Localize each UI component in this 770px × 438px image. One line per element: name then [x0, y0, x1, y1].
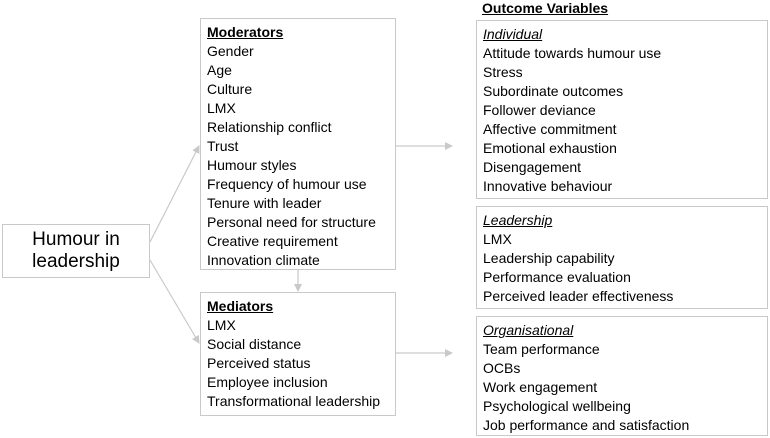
list-item: OCBs [483, 360, 521, 376]
list-item: Frequency of humour use [207, 176, 367, 192]
list-item: Age [207, 62, 232, 78]
list-item: Disengagement [483, 159, 582, 175]
leadership-heading: Leadership [483, 212, 553, 228]
arrow-source-to-moderators [150, 146, 199, 242]
list-item: Affective commitment [483, 121, 617, 137]
list-item: Tenure with leader [207, 195, 322, 211]
list-item: Creative requirement [207, 233, 338, 249]
list-item: Perceived leader effectiveness [483, 288, 674, 304]
mediators-box [200, 292, 396, 416]
individual-heading: Individual [483, 26, 543, 42]
moderators-box [200, 18, 396, 270]
organisational-outcomes-box [476, 316, 768, 436]
list-item: LMX [207, 100, 236, 116]
leadership-list [483, 230, 767, 306]
moderators-list [207, 42, 395, 270]
list-item: Job performance and satisfaction [483, 417, 690, 433]
list-item: Gender [207, 43, 254, 59]
list-item: LMX [483, 231, 512, 247]
list-item: Perceived status [207, 355, 311, 371]
list-item: Culture [207, 81, 253, 97]
list-item: Subordinate outcomes [483, 83, 624, 99]
mediators-list [207, 316, 395, 411]
list-item: LMX [207, 317, 236, 333]
list-item: Psychological wellbeing [483, 398, 631, 414]
source-node-label: Humour in leadership [32, 229, 120, 272]
mediators-heading: Mediators [207, 298, 274, 314]
list-item: Innovative behaviour [483, 178, 613, 194]
leadership-outcomes-box [476, 206, 768, 309]
list-item: Team performance [483, 341, 600, 357]
list-item: Leadership capability [483, 250, 615, 266]
list-item: Stress [483, 64, 523, 80]
list-item: Attitude towards humour use [483, 45, 662, 61]
list-item: Personal need for structure [207, 214, 376, 230]
list-item: Trust [207, 138, 239, 154]
organisational-list [483, 340, 767, 435]
list-item: Transformational leadership [207, 393, 381, 409]
list-item: Emotional exhaustion [483, 140, 617, 156]
list-item: Innovation climate [207, 252, 320, 268]
individual-list [483, 44, 767, 196]
list-item: Social distance [207, 336, 302, 352]
arrow-source-to-mediators [150, 260, 199, 343]
list-item: Work engagement [483, 379, 598, 395]
outcome-variables-title: Outcome Variables [482, 0, 609, 16]
list-item: Relationship conflict [207, 119, 332, 135]
list-item: Humour styles [207, 157, 297, 173]
list-item: Employee inclusion [207, 374, 328, 390]
source-node-box [2, 224, 150, 278]
list-item: Follower deviance [483, 102, 596, 118]
individual-outcomes-box [476, 20, 768, 199]
list-item: Performance evaluation [483, 269, 631, 285]
organisational-heading: Organisational [483, 322, 574, 338]
moderators-heading: Moderators [207, 24, 284, 40]
